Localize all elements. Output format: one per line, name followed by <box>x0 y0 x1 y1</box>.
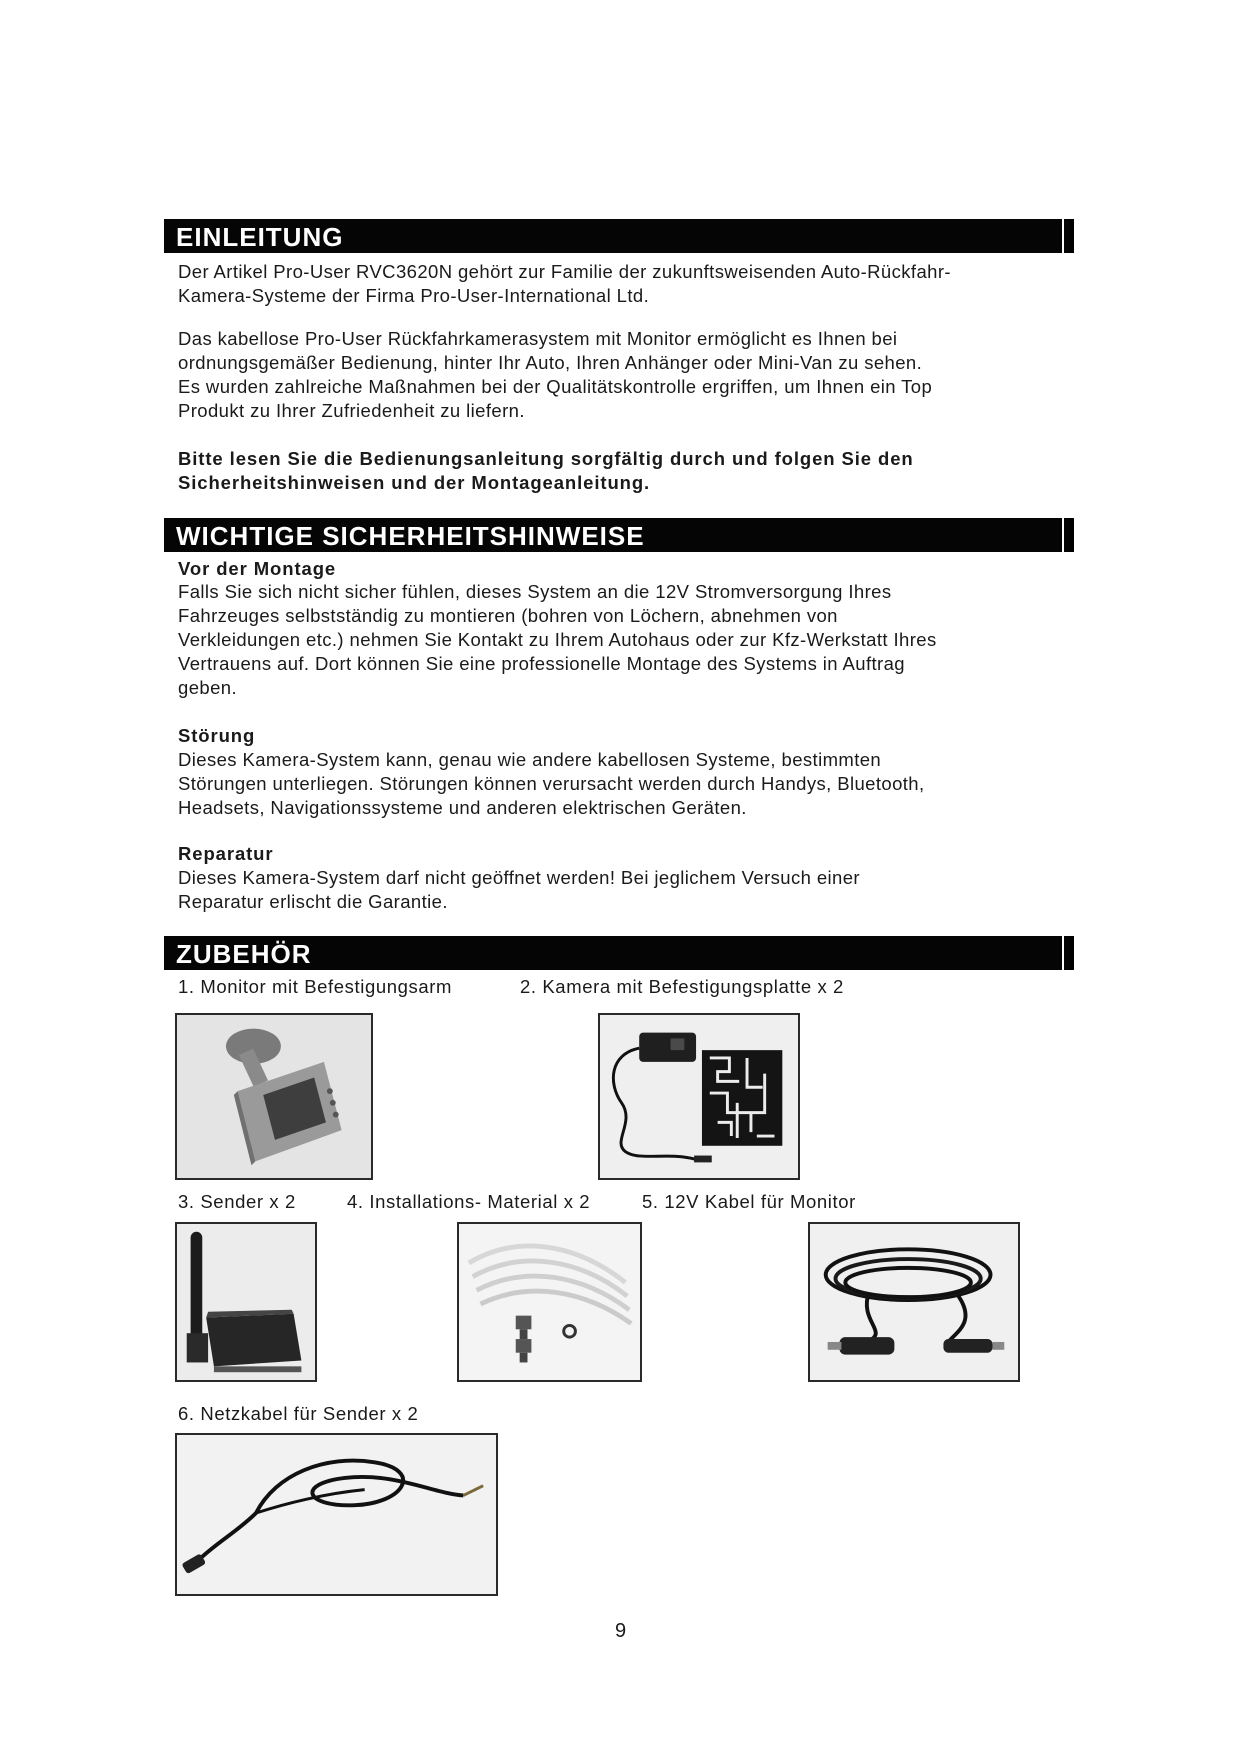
accessory-caption-camera: 2. Kamera mit Befestigungsplatte x 2 <box>520 976 844 997</box>
text-line: Der Artikel Pro-User RVC3620N gehört zur Familie der zukunftsweisenden Auto-Rückfahr- <box>178 261 951 282</box>
section-title-accessories: ZUBEHÖR <box>176 939 312 969</box>
subheading-repair: Reparatur <box>178 843 274 864</box>
text-line: Das kabellose Pro-User Rückfahrkamerasystem mit Monitor ermöglicht es Ihnen bei <box>178 328 898 349</box>
text-line: Headsets, Navigationssysteme und anderen elektrischen Geräten. <box>178 797 747 818</box>
repair-paragraph <box>178 866 1078 914</box>
page-number: 9 <box>614 1620 627 1642</box>
accessory-caption-monitor: 1. Monitor mit Befestigungsarm <box>178 976 453 997</box>
12v-cable-photo <box>808 1222 1020 1382</box>
section-title-introduction: EINLEITUNG <box>176 222 344 252</box>
accessory-caption-12v-cable: 5. 12V Kabel für Monitor <box>642 1191 856 1212</box>
intro-paragraph-2 <box>178 327 1078 423</box>
section-bar-safety <box>164 518 1074 552</box>
text-line: Produkt zu Ihrer Zufriedenheit zu liefern. <box>178 400 525 421</box>
text-line: Verkleidungen etc.) nehmen Sie Kontakt zu Ihrem Autohaus oder zur Kfz-Werkstatt Ihres <box>178 629 937 650</box>
camera-photo <box>598 1013 800 1180</box>
interference-paragraph <box>178 748 1078 820</box>
text-line: Sicherheitshinweisen und der Montageanleitung. <box>178 472 651 493</box>
text-line: Störungen unterliegen. Störungen können verursacht werden durch Handys, Bluetooth, <box>178 773 925 794</box>
mounting-paragraph <box>178 580 1078 700</box>
subheading-mounting: Vor der Montage <box>178 558 337 579</box>
accessory-caption-installation-material: 4. Installations- Material x 2 <box>347 1191 591 1212</box>
text-line: geben. <box>178 677 237 698</box>
text-line: Es wurden zahlreiche Maßnahmen bei der Qualitätskontrolle ergriffen, um Ihnen ein Top <box>178 376 933 397</box>
intro-notice <box>178 447 1078 495</box>
monitor-photo <box>175 1013 373 1180</box>
text-line: Kamera-Systeme der Firma Pro-User-International Ltd. <box>178 285 650 306</box>
transmitter-photo <box>175 1222 317 1382</box>
accessory-caption-transmitter: 3. Sender x 2 <box>178 1191 296 1212</box>
intro-paragraph-1 <box>178 260 1078 308</box>
text-line: Dieses Kamera-System darf nicht geöffnet werden! Bei jeglichem Versuch einer <box>178 867 860 888</box>
section-bar-accessories <box>164 936 1074 970</box>
subheading-interference: Störung <box>178 725 256 746</box>
accessory-caption-power-cable: 6. Netzkabel für Sender x 2 <box>178 1403 419 1424</box>
text-line: Bitte lesen Sie die Bedienungsanleitung sorgfältig durch und folgen Sie den <box>178 448 914 469</box>
installation-material-photo <box>457 1222 642 1382</box>
text-line: ordnungsgemäßer Bedienung, hinter Ihr Auto, Ihren Anhänger oder Mini-Van zu sehen. <box>178 352 923 373</box>
text-line: Reparatur erlischt die Garantie. <box>178 891 448 912</box>
text-line: Falls Sie sich nicht sicher fühlen, dieses System an die 12V Stromversorgung Ihres <box>178 581 892 602</box>
power-cable-photo <box>175 1433 498 1596</box>
text-line: Fahrzeuges selbstständig zu montieren (bohren von Löchern, abnehmen von <box>178 605 838 626</box>
section-bar-introduction <box>164 219 1074 253</box>
text-line: Dieses Kamera-System kann, genau wie andere kabellosen Systeme, bestimmten <box>178 749 882 770</box>
text-line: Vertrauens auf. Dort können Sie eine professionelle Montage des Systems in Auftrag <box>178 653 905 674</box>
section-title-safety: WICHTIGE SICHERHEITSHINWEISE <box>176 521 645 551</box>
